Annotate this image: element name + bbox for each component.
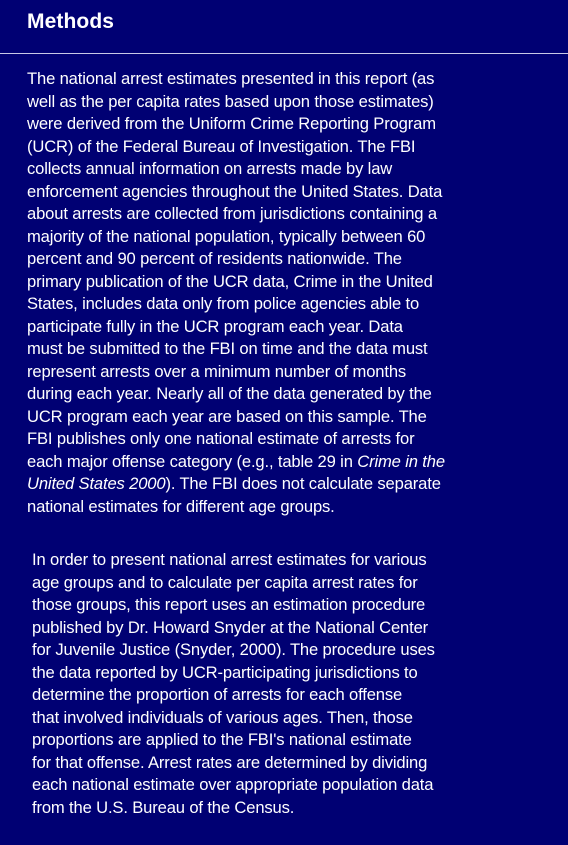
text-line: during each year. Nearly all of the data generated by the xyxy=(27,384,432,403)
publication-title-italic: United States 2000 xyxy=(27,474,166,493)
text-line: from the U.S. Bureau of the Census. xyxy=(32,797,295,817)
text-line: majority of the national population, typically between 60 xyxy=(27,226,426,246)
text-line xyxy=(27,473,547,496)
text-line: primary publication of the UCR data, Crime in the United xyxy=(27,271,433,291)
text-line: those groups, this report uses an estimation procedure xyxy=(32,595,426,614)
text-line: for Juvenile Justice (Snyder, 2000). The procedure uses xyxy=(32,640,435,659)
text-line: published by Dr. Howard Snyder at the National Center xyxy=(32,617,429,637)
text-line: The national arrest estimates presented in this report (as xyxy=(27,69,435,88)
text-line: In order to present national arrest estimates for various xyxy=(32,550,427,569)
text-line xyxy=(27,451,547,474)
text-line: represent arrests over a minimum number of months xyxy=(27,361,407,381)
methods-paragraph-2 xyxy=(32,549,552,819)
text-line: participate fully in the UCR program each year. Data xyxy=(27,316,403,336)
text-line: determine the proportion of arrests for each offense xyxy=(32,685,403,704)
text-line: each national estimate over appropriate population data xyxy=(32,775,434,794)
text-line: age groups and to calculate per capita arrest rates for xyxy=(32,572,418,592)
section-header xyxy=(0,0,568,54)
text-line: enforcement agencies throughout the United States. Data xyxy=(27,181,443,201)
text-line: must be submitted to the FBI on time and the data must xyxy=(27,339,428,358)
text-line: proportions are applied to the FBI's national estimate xyxy=(32,730,412,749)
text-line: percent and 90 percent of residents nationwide. The xyxy=(27,249,402,268)
methods-paragraph-1 xyxy=(27,68,547,518)
text-line: that involved individuals of various ages. Then, those xyxy=(32,707,413,727)
text-line: were derived from the Uniform Crime Reporting Program xyxy=(27,114,436,133)
text-line: well as the per capita rates based upon those estimates) xyxy=(27,91,434,111)
text-line: national estimates for different age groups. xyxy=(27,496,335,516)
publication-title-italic: Crime in the xyxy=(357,451,445,471)
text-line: UCR program each year are based on this sample. The xyxy=(27,406,427,426)
text-line: for that offense. Arrest rates are determined by dividing xyxy=(32,752,428,772)
text-line: collects annual information on arrests made by law xyxy=(27,159,393,178)
text-line: the data reported by UCR-participating jurisdictions to xyxy=(32,662,418,682)
text-segment: ). The FBI does not calculate separate xyxy=(165,474,441,493)
text-line: about arrests are collected from jurisdictions containing a xyxy=(27,204,437,223)
text-line: States, includes data only from police agencies able to xyxy=(27,294,420,313)
text-line: FBI publishes only one national estimate of arrests for xyxy=(27,429,415,448)
text-segment: each major offense category (e.g., table 29 in xyxy=(27,451,358,471)
section-title: Methods xyxy=(27,10,115,33)
text-line: (UCR) of the Federal Bureau of Investigation. The FBI xyxy=(27,136,416,156)
